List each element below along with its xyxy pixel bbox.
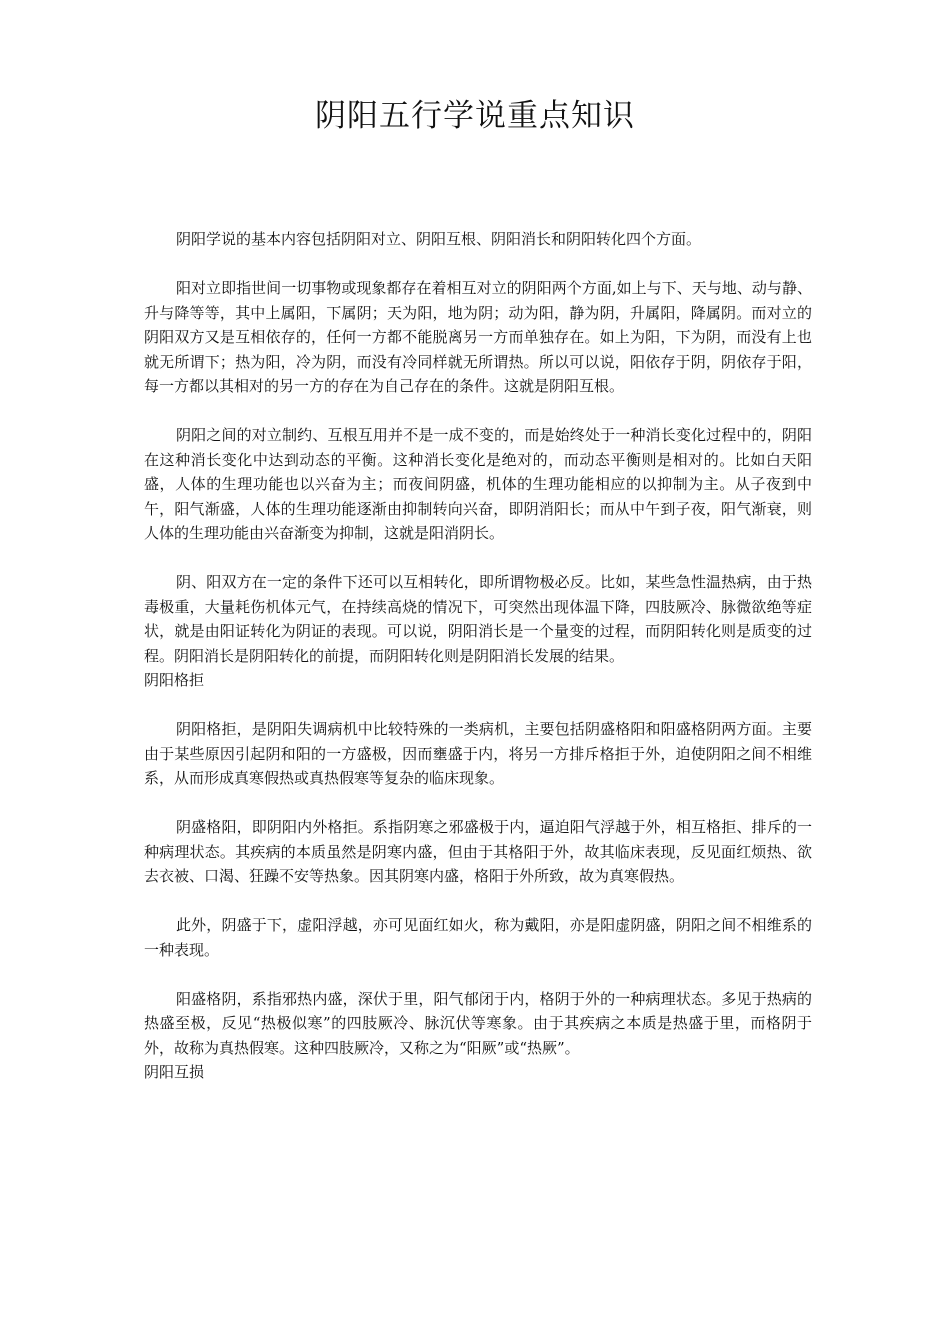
- document-body: [144, 227, 812, 1085]
- section-heading-yinyang-geju: 阴阳格拒: [144, 671, 205, 689]
- paragraph-yang-excess-repelling-yin: 阳盛格阴，系指邪热内盛，深伏于里，阳气郁闭于内，格阴于外的一种病理状态。多见于热病的热盛至极，反见“热极似寒”的四肢厥冷、脉沉伏等寒象。由于其疾病之本质是热盛于里，而格阴于外，故称为真热假寒。这种四肢厥冷，又称之为“阳厥”或“热厥”。: [144, 989, 812, 1057]
- paragraph-yin-excess-repelling-yang: 阴盛格阳，即阴阳内外格拒。系指阴寒之邪盛极于内，逼迫阳气浮越于外，相互格拒、排斥的一种病理状态。其疾病的本质虽然是阴寒内盛，但由于其格阳于外，故其临床表现，反见面红烦热、欲去衣被、口渴、狂躁不安等热象。因其阴寒内盛，格阳于外所致，故为真寒假热。: [144, 818, 812, 885]
- paragraph-waxing-waning: 阴阳之间的对立制约、互根互用并不是一成不变的，而是始终处于一种消长变化过程中的，阴阳在这种消长变化中达到动态的平衡。这种消长变化是绝对的，而动态平衡则是相对的。比如白天阳盛，人体的生理功能也以兴奋为主；而夜间阴盛，机体的生理功能相应的以抑制为主。从子夜到中午，阳气渐盛，人体的生理功能逐渐由抑制转向兴奋，即阴消阳长；而从中午到子夜，阳气渐衰，则人体的生理功能由兴奋渐变为抑制，这就是阳消阴长。: [144, 426, 812, 542]
- paragraph-intro: 阴阳学说的基本内容包括阴阳对立、阴阳互根、阴阳消长和阴阳转化四个方面。: [176, 230, 702, 248]
- paragraph-daiyang: 此外，阴盛于下，虚阳浮越，亦可见面红如火，称为戴阳，亦是阳虚阴盛，阴阳之间不相维系的一种表现。: [144, 916, 812, 959]
- page-title: 阴阳五行学说重点知识: [315, 98, 635, 134]
- paragraph-opposition: 阳对立即指世间一切事物或现象都存在着相互对立的阴阳两个方面,如上与下、天与地、动与静、升与降等等，其中上属阳，下属阴；天为阳，地为阴；动为阳，静为阴，升属阳，降属阴。而对立的阴阳双方又是互相依存的，任何一方都不能脱离另一方而单独存在。如上为阳，下为阴，而没有上也就无所谓下；热为阳，冷为阴，而没有冷同样就无所谓热。所以可以说，阳依存于阴，阴依存于阳，每一方都以其相对的另一方的存在为自己存在的条件。这就是阴阳互根。: [144, 279, 812, 395]
- section-heading-yinyang-husun: 阴阳互损: [144, 1063, 205, 1081]
- paragraph-transformation: 阴、阳双方在一定的条件下还可以互相转化，即所谓物极必反。比如，某些急性温热病，由于热毒极重，大量耗伤机体元气，在持续高烧的情况下，可突然出现体温下降，四肢厥冷、脉微欲绝等症状，就是由阳证转化为阴证的表现。可以说，阴阳消长是一个量变的过程，而阴阳转化则是质变的过程。阴阳消长是阴阳转化的前提，而阴阳转化则是阴阳消长发展的结果。: [144, 573, 812, 665]
- paragraph-geju-definition: 阴阳格拒，是阴阳失调病机中比较特殊的一类病机，主要包括阴盛格阳和阳盛格阴两方面。主要由于某些原因引起阴和阳的一方盛极，因而壅盛于内，将另一方排斥格拒于外，迫使阴阳之间不相维系，从而形成真寒假热或真热假寒等复杂的临床现象。: [144, 720, 812, 787]
